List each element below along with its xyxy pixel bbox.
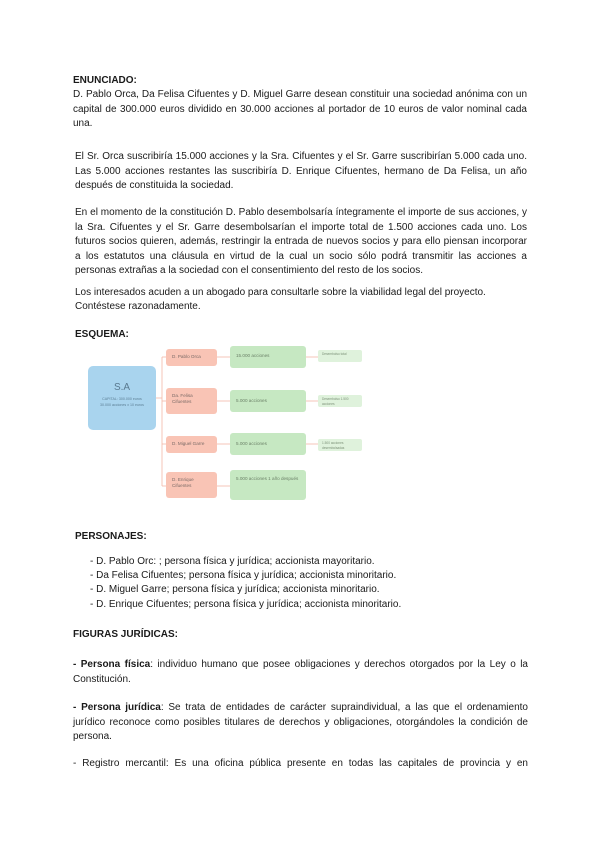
definition-persona-juridica [73,701,528,745]
esquema-heading: ESQUEMA: [75,329,129,340]
term-persona-fisica: - Persona física [73,659,151,670]
shares-box-enrique: 5.000 acciones 1 año después [230,470,306,500]
note-box-pablo: Desembolso total [318,350,362,362]
list-item: - D. Enrique Cifuentes; persona física y jurídica; accionista minoritario. [90,598,402,610]
sa-box [88,366,156,430]
shares-box-pablo: 15.000 acciones [230,346,306,368]
definition-registro-mercantil: - Registro mercantil: Es una oficina pública presente en todas las capitales de provincia y en [73,758,528,769]
term-persona-juridica: - Persona jurídica [73,702,161,713]
enunciado-paragraph-2: El Sr. Orca suscribiría 15.000 acciones y la Sra. Cifuentes y el Sr. Garre suscribirían 5.000 cada uno. Las 5.000 acciones restantes las suscribiría D. Enrique Cifuentes, hermano de Da Felisa, un año después de constituida la sociedad. [75,151,527,191]
enunciado-heading: ENUNCIADO: [73,75,137,86]
figuras-heading: FIGURAS JURÍDICAS: [73,629,179,640]
text-persona-fisica: : individuo humano que posee obligaciones y derechos otorgados por la Ley o la Constitución. [73,659,528,685]
sa-capital: CAPITAL: 300.000 euros [102,397,142,401]
note-box-felisa: Desembolso 1.500 acciones [318,395,362,407]
personajes-heading: PERSONAJES: [75,531,147,542]
shares-box-miguel: 5.000 acciones [230,433,306,455]
shares-box-felisa: 5.000 acciones [230,390,306,412]
sa-acciones: 30.000 acciones x 10 euros [100,402,144,407]
personajes-list [90,555,401,612]
person-box-miguel: D. Miguel Garre [166,436,217,453]
note-box-miguel: 1.500 acciones desembolsadas [318,439,362,451]
list-item: - Da Felisa Cifuentes; persona física y jurídica; accionista minoritario. [90,570,397,582]
text-persona-juridica: : Se trata de entidades de carácter supraindividual, a las que el ordenamiento jurídico reconoce como posibles titulares de derechos y obligaciones, otorgándoles la condición de persona. [73,702,528,742]
list-item: - D. Miguel Garre; persona física y jurídica; accionista minoritario. [90,584,380,596]
enunciado-paragraph-1: D. Pablo Orca, Da Felisa Cifuentes y D. Miguel Garre desean constituir una sociedad anónima con un capital de 300.000 euros dividido en 30.000 acciones al portador de 10 euros de valor nominal cada una. [73,89,527,129]
enunciado-paragraph-5: Contéstese razonadamente. [75,301,201,312]
list-item: - D. Pablo Orc: ; persona física y jurídica; accionista mayoritario. [90,556,375,567]
definition-persona-fisica [73,658,528,687]
person-box-pablo: D. Pablo Orca [166,349,217,366]
person-box-enrique: D. Enrique Cifuentes [166,472,217,498]
enunciado-paragraph-4: Los interesados acuden a un abogado para consultarle sobre la viabilidad legal del proyecto. [75,287,486,298]
sa-title: S.A [113,382,131,393]
person-box-felisa: Da. Felisa Cifuentes [166,388,217,414]
enunciado-paragraph-3: En el momento de la constitución D. Pablo desembolsaría íntegramente el importe de sus acciones, y la Sra. Cifuentes y el Sr. Garre desembolsarían el importe total de 1.500 acciones cada uno. Los futuros socios quieren, además, restringir la entrada de nuevos socios y para ello piensan incorporar a los estatutos una cláusula en virtud de la cual un socio sólo podrá transmitir las acciones a personas extrañas a la sociedad con el consentimiento del resto de los socios. [75,207,527,276]
